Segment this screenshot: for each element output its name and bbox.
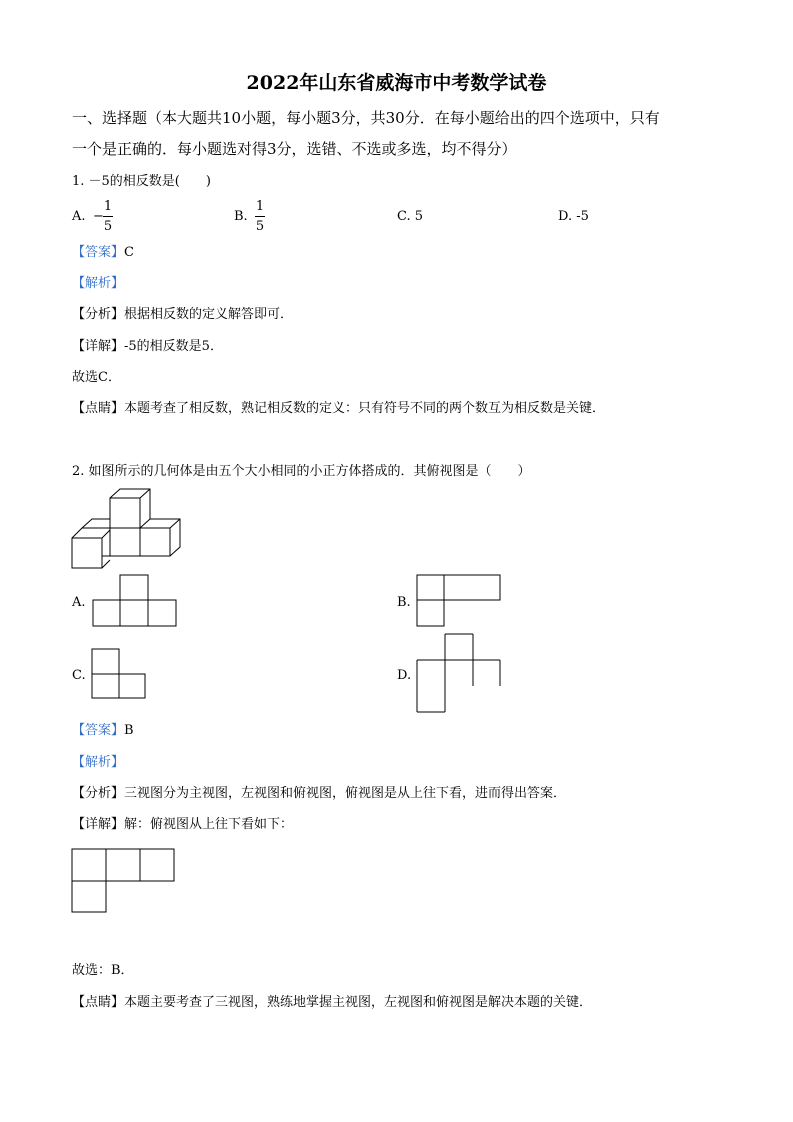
q1-stem: 1. －5的相反数是( ) [72, 174, 211, 189]
q2-answer-value: B [124, 723, 134, 738]
q2-option-d-figure [416, 633, 502, 715]
q2-option-c-label: C. [72, 668, 86, 683]
q1-answer [72, 245, 134, 261]
q2-detail-tag: 【详解】 [72, 817, 125, 832]
q2-jiexi-tag: 【解析】 [72, 755, 125, 770]
q2-detail [72, 817, 293, 833]
q1-option-a-fraction [103, 199, 113, 234]
q2-option-c-figure [91, 648, 147, 700]
q1-detail-tag: 【详解】 [72, 339, 125, 354]
q2-comment-tag: 【点睛】 [72, 995, 125, 1010]
q1-detail [72, 339, 223, 355]
q2-option-b-figure [416, 574, 502, 628]
q1-option-a-denominator: 5 [103, 219, 113, 234]
q2-analysis-text: 三视图分为主视图，左视图和俯视图，俯视图是从上往下看，进而得出答案． [124, 786, 567, 801]
q2-solution-figure [71, 848, 177, 914]
q2-choose: 故选：B． [72, 963, 134, 978]
q1-jiexi-tag: 【解析】 [72, 276, 125, 291]
q1-option-c: C. 5 [397, 209, 424, 224]
q1-comment [72, 401, 605, 417]
q1-answer-value: C [124, 245, 134, 260]
q2-analysis-tag: 【分析】 [72, 786, 125, 801]
q2-option-a-label: A. [72, 595, 86, 610]
q1-comment-text: 本题考查了相反数，熟记相反数的定义：只有符号不同的两个数互为相反数是关键． [124, 401, 606, 416]
q1-analysis [72, 307, 293, 323]
page-title: 2022年山东省威海市中考数学试卷 [246, 72, 547, 94]
q1-option-a-sign: − [93, 209, 104, 224]
q1-option-b-label: B. [234, 209, 248, 224]
q1-analysis-tag: 【分析】 [72, 307, 125, 322]
q1-option-b-denominator: 5 [255, 219, 265, 234]
q2-option-a-figure [93, 575, 177, 627]
q1-option-b-numerator: 1 [255, 199, 265, 214]
q1-answer-tag: 【答案】 [72, 245, 125, 260]
q1-option-a-numerator: 1 [103, 199, 113, 214]
q2-option-b-label: B. [397, 595, 411, 610]
q2-answer [72, 723, 134, 739]
section-heading-line2: 一个是正确的．每小题选对得3分，选错、不选或多选，均不得分） [72, 140, 517, 158]
q1-option-b-fraction [255, 199, 265, 234]
q1-option-a-label: A. [72, 209, 86, 224]
q1-comment-tag: 【点睛】 [72, 401, 125, 416]
q2-analysis [72, 786, 566, 802]
q2-option-d-label: D. [397, 668, 412, 683]
q2-answer-tag: 【答案】 [72, 723, 125, 738]
q2-detail-text: 解：俯视图从上往下看如下： [124, 817, 294, 832]
q1-analysis-text: 根据相反数的定义解答即可． [124, 307, 294, 322]
section-heading-line1: 一、选择题（本大题共10小题，每小题3分，共30分．在每小题给出的四个选项中，只有 [72, 109, 660, 127]
q2-comment [72, 995, 592, 1011]
q1-option-d: D. -5 [558, 209, 589, 224]
q2-stem: 2. 如图所示的几何体是由五个大小相同的小正方体搭成的．其俯视图是（ ） [72, 464, 531, 479]
q2-cube-figure [70, 487, 200, 582]
q1-detail-text: -5的相反数是5． [124, 339, 223, 354]
q1-choose: 故选C． [72, 370, 121, 385]
q2-comment-text: 本题主要考查了三视图，熟练地掌握主视图，左视图和俯视图是解决本题的关键． [124, 995, 593, 1010]
